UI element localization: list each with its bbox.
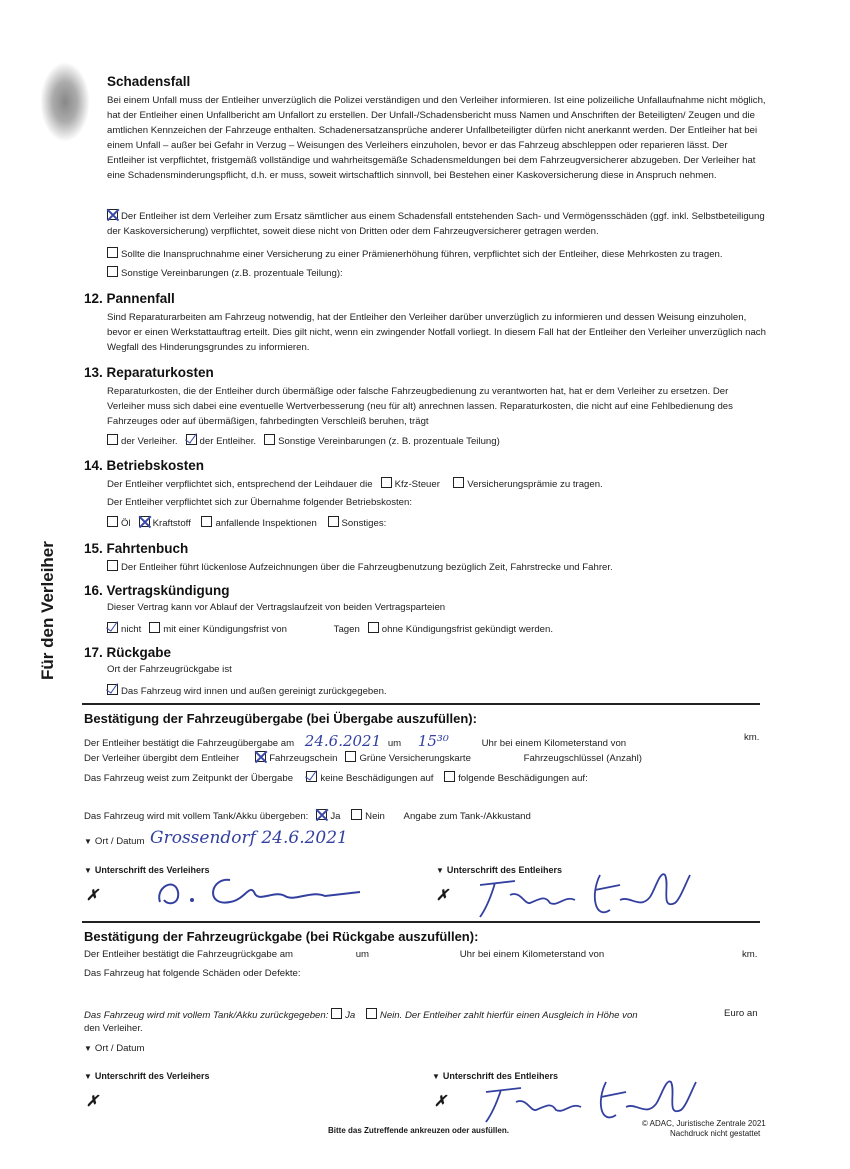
checkbox-checked[interactable] — [186, 434, 197, 445]
rueckgabe-line-2: Das Fahrzeug hat folgende Schäden oder Defekte: — [84, 968, 301, 979]
checkbox[interactable] — [331, 1008, 342, 1019]
checkbox[interactable] — [201, 516, 212, 527]
copyright: © ADAC, Juristische Zentrale 2021 — [642, 1119, 766, 1128]
checkbox-checked[interactable] — [107, 622, 118, 633]
s17-line-1: Ort der Fahrzeugrückgabe ist — [107, 664, 232, 675]
uebergabe-line-2: Der Verleiher übergibt dem Entleiher Fahrzeugschein Grüne Versicherungskarte Fahrzeugschlüssel (Anzahl) — [84, 753, 642, 764]
section-15-title: 15. Fahrtenbuch — [84, 541, 189, 556]
checkbox[interactable] — [366, 1008, 377, 1019]
rueckgabe-title: Bestätigung der Fahrzeugrückgabe (bei Rückgabe auszufüllen): — [84, 929, 479, 944]
handwritten-ort-datum: Grossendorf 24.6.2021 — [150, 828, 348, 848]
sign-here-mark: ✗ — [436, 887, 449, 904]
triangle-down-icon: ▼ — [432, 1072, 440, 1081]
triangle-down-icon: ▼ — [84, 1072, 92, 1081]
sign-here-mark: ✗ — [434, 1093, 447, 1110]
checkbox[interactable] — [149, 622, 160, 633]
copyright-note: Nachdruck nicht gestattet — [670, 1129, 761, 1138]
s16-line-1: Dieser Vertrag kann vor Ablauf der Vertragslaufzeit von beiden Vertragsparteien — [107, 602, 446, 613]
footer-note: Bitte das Zutreffende ankreuzen oder ausfüllen. — [328, 1126, 509, 1135]
divider — [82, 921, 760, 923]
s14-options: Öl Kraftstoff anfallende Inspektionen Sonstiges: — [107, 516, 386, 529]
s14-line-2: Der Entleiher verpflichtet sich zur Übernahme folgender Betriebskosten: — [107, 497, 413, 508]
uebergabe-line-4: Das Fahrzeug wird mit vollem Tank/Akku übergeben: Ja Nein Angabe zum Tank-/Akkustand — [84, 811, 531, 822]
checkbox[interactable] — [264, 434, 275, 445]
triangle-down-icon: ▼ — [84, 837, 92, 846]
section-16-title: 16. Vertragskündigung — [84, 583, 230, 598]
sidebar-label: Für den Verleiher — [38, 541, 57, 680]
checkbox[interactable] — [345, 751, 356, 762]
checkbox[interactable] — [368, 622, 379, 633]
sig-verleiher-label: ▼ Unterschrift des Verleihers — [84, 1071, 210, 1081]
rueckgabe-line-4: den Verleiher. — [84, 1023, 143, 1034]
sign-here-mark: ✗ — [86, 887, 99, 904]
checkbox[interactable] — [107, 516, 118, 527]
checkbox[interactable] — [107, 560, 118, 571]
triangle-down-icon: ▼ — [84, 1044, 92, 1053]
checkbox[interactable] — [107, 266, 118, 277]
checkbox-checked[interactable] — [139, 516, 150, 527]
section-12-text: Sind Reparaturarbeiten am Fahrzeug notwendig, hat der Entleiher den Verleiher darüber unverzüglich zu informieren und dessen Weisung einzuholen, bevor er einen Werkstattauftrag erteilt. Dies gilt nicht, wenn ein zwingender Notfall vorliegt. In diesem Fall hat der Entleiher den Verleiher unverzüglich nach Wegfall des Hinderungsgrundes zu informieren. — [107, 312, 766, 353]
checkbox[interactable] — [453, 477, 464, 488]
checkbox-checked[interactable] — [107, 209, 118, 220]
s13-options: der Verleiher. der Entleiher. Sonstige Vereinbarungen (z. B. prozentuale Teilung) — [107, 434, 500, 447]
checkbox[interactable] — [107, 247, 118, 258]
scan-smudge — [40, 62, 90, 142]
sig-entleiher-label: ▼ Unterschrift des Entleihers — [436, 865, 562, 875]
divider — [82, 703, 760, 705]
handwritten-time: 15³⁰ — [417, 732, 449, 750]
s11-option-3: Sonstige Vereinbarungen (z.B. prozentuale Teilung): — [107, 266, 343, 279]
signature-verleiher — [150, 862, 390, 912]
signature-entleiher — [470, 855, 700, 930]
sig-entleiher-label: ▼ Unterschrift des Entleihers — [432, 1071, 558, 1081]
s11-option-1: Der Entleiher ist dem Verleiher zum Ersatz sämtlicher aus einem Schadensfall entstehenden Sach- und Vermögensschäden (ggf. inkl. Selbstbeteiligung der Kaskoversicherung) verpflichtet, soweit diese nicht von Dritten oder dem Fahrzeugversicherer getragen werden. — [107, 211, 765, 237]
rueckgabe-ort-datum: ▼ Ort / Datum — [84, 1043, 145, 1054]
sign-here-mark: ✗ — [86, 1093, 99, 1110]
uebergabe-ort-datum: ▼ Ort / Datum — [84, 836, 145, 847]
section-13-text: Reparaturkosten, die der Entleiher durch übermäßige oder falsche Fahrzeugbedienung zu verantworten hat, hat er dem Verleiher zu ersetzen. Der Verleiher muss sich dabei eine eventuelle Wertverbesserung (neu für alt) anrechnen lassen. Reparaturkosten, die nicht auf eine Fehlbedienung des Fahrzeuges oder auf übermäßigen, fahrbedingten Verschleiß beruhen, trägt — [107, 386, 733, 427]
handwritten-date: 24.6.2021 — [304, 732, 382, 750]
checkbox[interactable] — [444, 771, 455, 782]
section-12-title: 12. Pannenfall — [84, 291, 175, 306]
checkbox[interactable] — [381, 477, 392, 488]
uebergabe-line-3: Das Fahrzeug weist zum Zeitpunkt der Übergabe keine Beschädigungen auf folgende Beschädigungen auf: — [84, 773, 588, 784]
s15-option: Der Entleiher führt lückenlose Aufzeichnungen über die Fahrzeugbenutzung bezüglich Zeit, Fahrstrecke und Fahrer. — [107, 560, 613, 573]
checkbox-checked[interactable] — [107, 684, 118, 695]
triangle-down-icon: ▼ — [84, 866, 92, 875]
checkbox-checked[interactable] — [255, 751, 266, 762]
sig-verleiher-label: ▼ Unterschrift des Verleihers — [84, 865, 210, 875]
section-11-title: Schadensfall — [107, 74, 191, 89]
s17-option: Das Fahrzeug wird innen und außen gereinigt zurückgegeben. — [107, 684, 387, 697]
s14-line-1: Der Entleiher verpflichtet sich, entsprechend der Leihdauer die Kfz-Steuer Versicherungsprämie zu tragen. — [107, 479, 603, 490]
uebergabe-line-1: Der Entleiher bestätigt die Fahrzeugübergabe am 24.6.2021 um 15³⁰ Uhr bei einem Kilometerstand von km. — [84, 732, 760, 750]
checkbox[interactable] — [328, 516, 339, 527]
section-14-title: 14. Betriebskosten — [84, 458, 205, 473]
rueckgabe-line-3: Das Fahrzeug wird mit vollem Tank/Akku zurückgegeben: Ja Nein. Der Entleiher zahlt hierfür einen Ausgleich in Höhe von Euro an — [84, 1008, 758, 1021]
rueckgabe-line-1: Der Entleiher bestätigt die Fahrzeugrückgabe am um Uhr bei einem Kilometerstand von km. — [84, 949, 758, 960]
section-17-title: 17. Rückgabe — [84, 645, 172, 660]
checkbox-checked[interactable] — [316, 809, 327, 820]
checkbox[interactable] — [107, 434, 118, 445]
checkbox[interactable] — [351, 809, 362, 820]
section-13-title: 13. Reparaturkosten — [84, 365, 214, 380]
checkbox-checked[interactable] — [306, 771, 317, 782]
uebergabe-title: Bestätigung der Fahrzeugübergabe (bei Übergabe auszufüllen): — [84, 711, 477, 726]
s11-option-2: Sollte die Inanspruchnahme einer Versicherung zu einer Prämienerhöhung führen, verpflichtet sich der Entleiher, diese Mehrkosten zu tragen. — [107, 247, 723, 260]
s16-options: nicht mit einer Kündigungsfrist von Tagen ohne Kündigungsfrist gekündigt werden. — [107, 622, 553, 635]
triangle-down-icon: ▼ — [436, 866, 444, 875]
section-11-text: Bei einem Unfall muss der Entleiher unverzüglich die Polizei verständigen und den Verleiher informieren. Ist eine polizeiliche Unfallaufnahme nicht möglich, hat der Entleiher einen Unfallbericht am Unfallort zu erstellen. Der Unfall-/Schadensbericht muss Namen und Anschriften der Beteiligten/ Zeugen und die amtlichen Kennzeichen der Fahrzeuge enthalten. Schadenersatzansprüche anderer Unfallbeteiligter dürfen nicht anerkannt werden. Der Entleiher hat bei einem Unfall – außer bei Gefahr in Verzug – Weisungen des Verleihers einzuholen, bevor er das Fahrzeug abschleppen oder reparieren lässt. Der Entleiher ist verpflichtet, fristgemäß vollständige und wahrheitsgemäße Schadensmeldungen bei dem Fahrzeugversicherer abzugeben. Der Verleiher hat eine Schadensminderungspflicht, d.h. er muss, soweit wirtschaftlich sinnvoll, bei Bestehen einer Kaskoversicherung diese in Anspruch nehmen. — [107, 95, 766, 181]
